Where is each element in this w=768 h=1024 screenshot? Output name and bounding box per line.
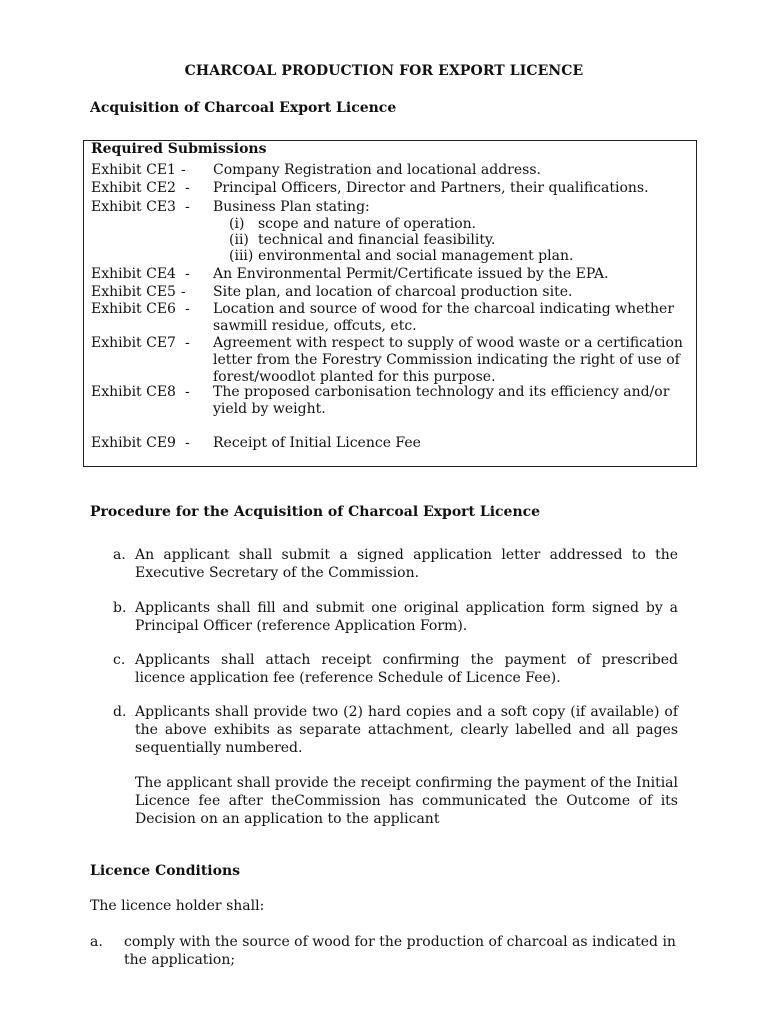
exhibit-dash: - (185, 384, 190, 400)
procedure-item (113, 651, 678, 687)
required-submissions-box (83, 140, 697, 467)
procedure-item-label: c. (113, 652, 126, 668)
exhibit-label-ce2: Exhibit CE2 (91, 180, 176, 196)
conditions-heading: Licence Conditions (90, 863, 241, 879)
exhibit-dash: - (181, 162, 186, 178)
exhibit-label-ce6: Exhibit CE6 (91, 301, 176, 317)
page-title: CHARCOAL PRODUCTION FOR EXPORT LICENCE (184, 63, 584, 79)
exhibit-dash: - (185, 335, 190, 351)
exhibit-text-ce4: An Environmental Permit/Certificate issued by the EPA. (213, 266, 609, 282)
procedure-item (113, 546, 678, 582)
ce3-subitem-num: (ii) (229, 232, 249, 248)
procedure-item-text: An applicant shall submit a signed application letter addressed to the Executive Secretary of the Commission. (135, 547, 678, 581)
exhibit-label-ce1: Exhibit CE1 (91, 162, 176, 178)
exhibit-text-ce3: Business Plan stating: (213, 199, 370, 215)
exhibit-dash: - (185, 180, 190, 196)
condition-item-label: a. (90, 934, 103, 950)
exhibit-text-ce7: Agreement with respect to supply of wood waste or a certification letter from the Forestry Commission indicating the right of use of forest/woodlot planted for this purpose. (213, 335, 683, 385)
exhibit-label-ce7: Exhibit CE7 (91, 335, 176, 351)
exhibit-text-ce8: The proposed carbonisation technology and its efficiency and/or yield by weight. (213, 384, 670, 417)
exhibit-text-ce5: Site plan, and location of charcoal production site. (213, 284, 573, 300)
required-submissions-heading: Required Submissions (91, 141, 267, 157)
exhibit-label-ce4: Exhibit CE4 (91, 266, 176, 282)
procedure-heading: Procedure for the Acquisition of Charcoal Export Licence (90, 504, 541, 520)
ce3-subitem-num: (iii) (229, 248, 254, 264)
exhibit-label-ce9: Exhibit CE9 (91, 435, 176, 451)
procedure-item (113, 599, 678, 635)
exhibit-label-ce5: Exhibit CE5 (91, 284, 176, 300)
exhibit-dash: - (185, 266, 190, 282)
ce3-subitem-num: (i) (229, 216, 245, 232)
exhibit-text-ce2: Principal Officers, Director and Partners, their qualifications. (213, 180, 649, 196)
exhibit-dash: - (181, 284, 186, 300)
procedure-item-text: Applicants shall attach receipt confirming the payment of prescribed licence application fee (reference Schedule of Licence Fee). (135, 652, 678, 686)
exhibit-dash: - (185, 435, 190, 451)
procedure-item-text: Applicants shall fill and submit one original application form signed by a Principal Officer (reference Application Form). (135, 600, 678, 634)
exhibit-dash: - (185, 301, 190, 317)
procedure-note: The applicant shall provide the receipt confirming the payment of the Initial Licence fee after theCommission has communicated the Outcome of its Decision on an application to the applicant (135, 775, 678, 827)
conditions-intro: The licence holder shall: (90, 898, 265, 914)
exhibit-text-ce1: Company Registration and locational address. (213, 162, 541, 178)
procedure-item-text: Applicants shall provide two (2) hard copies and a soft copy (if available) of the above exhibits as separate attachment, clearly labelled and all pages sequentially numbered. (135, 704, 678, 756)
exhibit-dash: - (185, 199, 190, 215)
ce3-subitem-text: environmental and social management plan. (258, 248, 574, 264)
exhibit-text-ce9: Receipt of Initial Licence Fee (213, 435, 421, 451)
procedure-item (113, 703, 678, 757)
condition-item (90, 933, 690, 969)
exhibit-text-ce6: Location and source of wood for the charcoal indicating whether sawmill residue, offcuts, etc. (213, 301, 675, 334)
procedure-item-label: b. (113, 600, 127, 616)
procedure-item-label: d. (113, 704, 127, 720)
exhibit-label-ce3: Exhibit CE3 (91, 199, 176, 215)
acquisition-heading: Acquisition of Charcoal Export Licence (90, 100, 397, 116)
ce3-subitem-text: scope and nature of operation. (258, 216, 477, 232)
exhibit-label-ce8: Exhibit CE8 (91, 384, 176, 400)
ce3-subitem-text: technical and financial feasibility. (258, 232, 496, 248)
condition-item-text: comply with the source of wood for the production of charcoal as indicated in the application; (124, 934, 676, 968)
procedure-item-label: a. (113, 547, 126, 563)
